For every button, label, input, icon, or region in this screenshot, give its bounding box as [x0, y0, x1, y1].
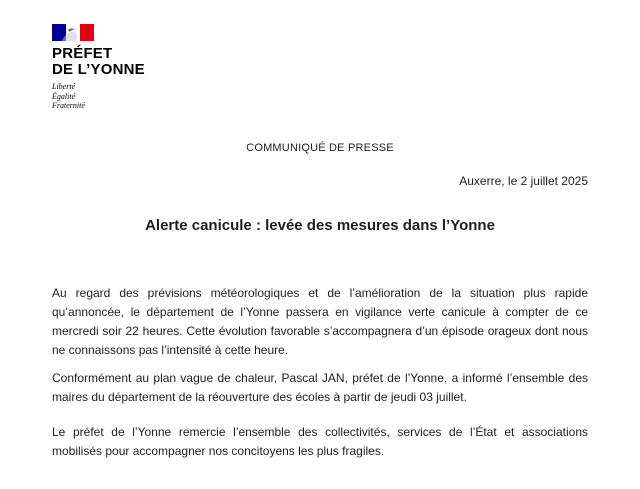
motto-fraternite: Fraternité — [52, 101, 85, 110]
republic-motto — [52, 82, 145, 111]
dateline: Auxerre, le 2 juillet 2025 — [459, 174, 588, 188]
body-paragraph-3: Le préfet de l’Yonne remercie l’ensemble des collectivités, services de l’État et associations mobilisés pour accompagner nos concitoyens les plus fragiles. — [52, 425, 588, 458]
marianne-flag-icon — [52, 24, 94, 41]
motto-egalite: Égalité — [52, 91, 76, 101]
prefecture-name — [52, 46, 145, 78]
motto-liberte: Liberté — [52, 82, 76, 91]
body-paragraph-2: Conformément au plan vague de chaleur, Pascal JAN, préfet de l’Yonne, a informé l’ensemble des maires du département de la réouverture des écoles à partir de jeudi 03 juillet. — [52, 371, 588, 404]
prefecture-name-line-1: PRÉFET — [52, 45, 113, 62]
document-type-label: COMMUNIQUÉ DE PRESSE — [246, 142, 394, 154]
prefecture-name-line-2: DE L’YONNE — [52, 61, 145, 78]
body-paragraph-1: Au regard des prévisions météorologiques et de l’amélioration de la situation plus rapide qu’annoncée, le département de l’Yonne passera en vigilance verte canicule à compter de ce mercredi soir 22 heures. Cette évolution favorable s’accompagnera d’un épisode orageux dont nous ne connaissons pas l’intensité à cette heure. — [52, 286, 588, 357]
prefecture-logo — [52, 24, 145, 111]
press-release-title: Alerte canicule : levée des mesures dans l’Yonne — [145, 217, 495, 234]
